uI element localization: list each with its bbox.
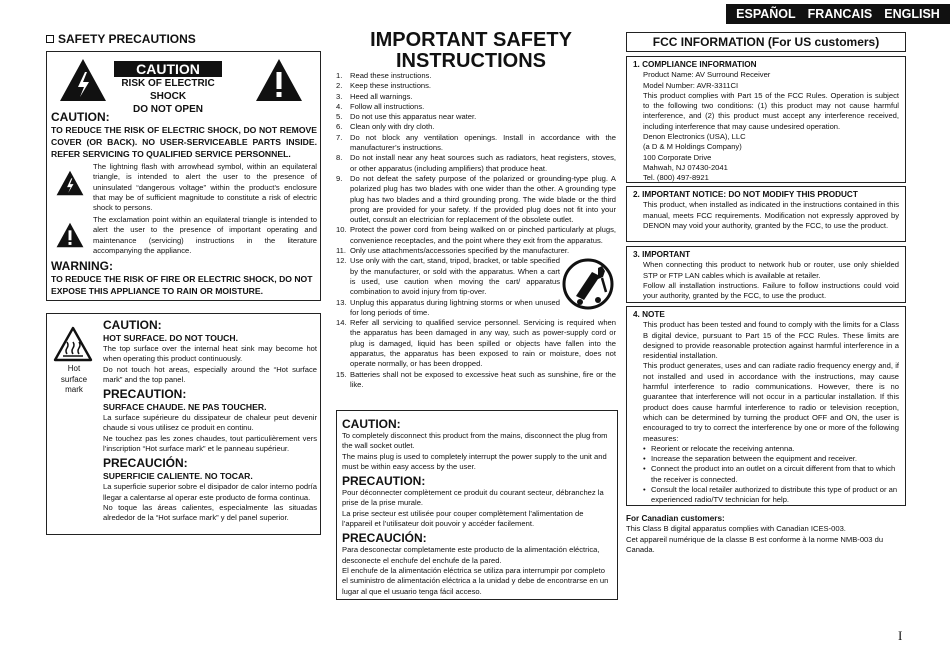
instruction-item xyxy=(336,102,616,112)
hot-surface-icon xyxy=(53,326,93,362)
instruction-number: 4. xyxy=(336,101,343,111)
instruction-number: 8. xyxy=(336,153,343,163)
instructions-list xyxy=(336,71,616,390)
fcc-bullet: • Connect the product into an outlet on a circuit different from that to which the receiver is connected. xyxy=(643,464,896,484)
language-bar xyxy=(726,4,950,24)
instruction-text: Use only with the cart, stand, tripod, bracket, or table specified by the manufacturer, or sold with the apparatus. When a cart is used, use caution when moving the cart/ apparatus combination to avoid injury from tip-over. xyxy=(350,256,560,297)
instruction-number: 10. xyxy=(336,225,347,235)
warning-heading: WARNING: xyxy=(51,259,113,273)
fcc-address-line: 100 Corporate Drive xyxy=(643,152,712,162)
cart-tip-over-icon xyxy=(562,258,614,310)
instruction-item xyxy=(336,133,616,154)
instruction-text: Keep these instructions. xyxy=(350,81,432,91)
instruction-item xyxy=(336,246,616,256)
fcc-s3-p1: When connecting this product to network hub or router, use only shielded STP or FTP LAN cables which is available at retailer. xyxy=(643,260,899,280)
fcc-bullet: • Consult the local retailer authorized to distribute this type of product or an experienced radio/TV technician for help. xyxy=(643,485,898,505)
important-safety-title: IMPORTANT SAFETY INSTRUCTIONS xyxy=(370,29,572,72)
exclamation-warning-icon xyxy=(255,58,303,102)
fcc-address-line: Mahwah, NJ 07430-2041 xyxy=(643,162,728,172)
lightning-warning-icon xyxy=(59,58,107,102)
fcc-s3-p2: Follow all installation instructions. Failure to follow instructions could void your authority, granted by the FCC, to use the product. xyxy=(643,280,899,301)
fcc-s4-heading: 4. NOTE xyxy=(633,310,665,319)
instruction-number: 3. xyxy=(336,91,343,101)
hot-surface-text xyxy=(103,318,317,524)
lightning-description: The lightning flash with arrowhead symbol, within an equilateral triangle, is intended to alert the user to the presence of uninsulated “dangerous voltage” within the product’s enclosure that may be of sufficient magnitude to constitute a risk of electric shock to persons. xyxy=(93,162,317,213)
instruction-item xyxy=(336,92,616,102)
hot-en-p2: Do not touch hot areas, especially around the “Hot surface mark” and the top panel. xyxy=(103,364,317,384)
instruction-text: Do not defeat the safety purpose of the polarized or grounding-type plug. A polarized plug has two blades with one wider than the other. A grounding type plug has two blades and a third grounding prong. The wide blade or the third prong are provided for your safety. If the provided plug does not fit into your outlet, consult an electrician for replacement of the obsolete outlet. xyxy=(350,173,616,225)
exclamation-warning-small-icon xyxy=(56,222,84,248)
fcc-bullet: • Increase the separation between the equipment and receiver. xyxy=(643,454,858,464)
fcc-information-title: FCC INFORMATION (For US customers) xyxy=(626,32,906,52)
warning-section xyxy=(51,259,317,297)
instruction-text: Do not install near any heat sources such as radiators, heat registers, stoves, or other apparatus (including amplifiers) that produce heat. xyxy=(350,153,616,173)
hot-fr-subheading: SURFACE CHAUDE. NE PAS TOUCHER. xyxy=(103,402,267,413)
disconnect-es-p2: El enchufe de la alimentación eléctrica se utiliza para interrumpir por completo el suministro de alimentación eléctrica a la unidad y debe de encontrarse en un lugar al que el usuario tenga fácil acceso. xyxy=(342,565,609,596)
lang-espanol: ESPAÑOL xyxy=(736,7,796,21)
fcc-s2-heading: 2. IMPORTANT NOTICE: DO NOT MODIFY THIS PRODUCT xyxy=(633,190,858,199)
instruction-text: Read these instructions. xyxy=(350,71,432,80)
fcc-important-box xyxy=(626,246,906,303)
safety-precautions-title: SAFETY PRECAUTIONS xyxy=(46,32,196,46)
instruction-number: 15. xyxy=(336,369,347,379)
hot-es-heading: PRECAUCIÓN: xyxy=(103,456,188,471)
instruction-text: Do not use this apparatus near water. xyxy=(350,112,477,122)
instruction-number: 14. xyxy=(336,318,347,328)
disconnect-en-p2: The mains plug is used to completely interrupt the power supply to the unit and must be within easy access by the user. xyxy=(342,451,607,471)
instruction-number: 7. xyxy=(336,132,343,142)
instruction-number: 2. xyxy=(336,81,343,91)
fcc-note-box xyxy=(626,306,906,506)
hot-fr-p2: Ne touchez pas les zones chaudes, tout particulièrement vers l’inscription “Hot surface mark” et le panneau supérieur. xyxy=(103,433,317,454)
hot-es-p2: No toque las áreas calientes, especialmente las situadas alrededor de la “Hot surface mark” y del panel superior. xyxy=(103,502,317,523)
fcc-s2-paragraph: This product, when installed as indicated in the instructions contained in this manual, meets FCC requirements. Modification not expressly approved by DENON may void your authority, granted by the FCC, to use the product. xyxy=(643,200,899,230)
hot-fr-heading: PRECAUTION: xyxy=(103,387,187,402)
instruction-number: 9. xyxy=(336,173,343,183)
disconnect-fr-p2: La prise secteur est utilisée pour couper complètement l’alimentation de l’appareil et l’utilisateur doit pouvoir y accéder facilement. xyxy=(342,508,584,529)
instruction-item xyxy=(336,370,616,391)
disconnect-es-heading: PRECAUCIÓN: xyxy=(342,531,427,546)
caution-heading: CAUTION: xyxy=(51,110,110,124)
electric-shock-box xyxy=(46,51,321,301)
instruction-text: Unplug this apparatus during lightning storms or when unused for long periods of time. xyxy=(350,297,560,317)
warning-text: TO REDUCE THE RISK OF FIRE OR ELECTRIC SHOCK, DO NOT EXPOSE THIS APPLIANCE TO RAIN OR MOISTURE. xyxy=(51,274,313,296)
lang-francais: FRANCAIS xyxy=(807,7,873,21)
fcc-s4-p2: This product generates, uses and can radiate radio frequency energy and, if not installed and used in accordance with the instructions, may cause harmful interference to radio communications. However, there is no guarantee that interference will not occur in a particular installation. If this product does cause harmful interference to radio or television reception, which can be determined by turning the product OFF and ON, the user is encouraged to try to correct the interference by one or more of the following measures: xyxy=(643,361,899,443)
fcc-s1-paragraph: This product complies with Part 15 of the FCC Rules. Operation is subject to the following two conditions: (1) this product may not cause harmful interference, and (2) this product must accept any interference received, including interference that may cause undesired operation. xyxy=(643,90,899,131)
fcc-s3-heading: 3. IMPORTANT xyxy=(633,250,691,259)
lightning-warning-small-icon xyxy=(56,170,84,196)
instruction-number: 13. xyxy=(336,297,347,307)
fcc-s1-heading: 1. COMPLIANCE INFORMATION xyxy=(633,60,757,69)
fcc-model-number: Model Number: AVR-3311CI xyxy=(643,80,739,90)
checkbox-square-icon xyxy=(46,35,54,43)
disconnect-fr-heading: PRECAUTION: xyxy=(342,474,426,489)
canada-p2: Cet appareil numérique de la classe B est conforme à la norme NMB-003 du Canada. xyxy=(626,534,884,554)
disconnect-en-heading: CAUTION: xyxy=(342,417,401,431)
instruction-text: Protect the power cord from being walked on or pinched particularly at plugs, convenience receptacles, and the point where they exit from the apparatus. xyxy=(350,225,616,245)
exclamation-description: The exclamation point within an equilateral triangle is intended to alert the user to the presence of important operating and maintenance (servicing) instructions in the literature accompanying the appliance. xyxy=(93,215,317,255)
page-number: I xyxy=(898,628,903,643)
fcc-address-line: Tel. (800) 497-8921 xyxy=(643,173,709,183)
fcc-notice-box xyxy=(626,186,906,242)
fcc-address-line: (a D & M Holdings Company) xyxy=(643,142,742,152)
hot-fr-p1: La surface supérieure du dissipateur de chaleur peut devenir chaude si vous utilisez ce produit en continu. xyxy=(103,413,317,433)
instruction-text: Batteries shall not be exposed to excessive heat such as sunshine, fire or the like. xyxy=(350,369,616,389)
lang-english: ENGLISH xyxy=(884,7,940,21)
instruction-item xyxy=(336,318,616,369)
hot-surface-box xyxy=(46,313,321,535)
hot-es-p1: La superficie superior sobre el disipador de calor interno podría llegar a calentarse al operar este producto de forma continua. xyxy=(103,482,317,502)
instruction-item xyxy=(336,225,616,246)
hot-en-subheading: HOT SURFACE. DO NOT TOUCH. xyxy=(103,333,238,343)
caution-text: TO REDUCE THE RISK OF ELECTRIC SHOCK, DO NOT REMOVE COVER (OR BACK). NO USER-SERVICEABLE PARTS INSIDE. REFER SERVICING TO QUALIFIED SERVICE PERSONNEL. xyxy=(51,125,317,159)
caution-label: CAUTION xyxy=(114,61,222,77)
instruction-number: 5. xyxy=(336,112,343,122)
fcc-product-name: Product Name: AV Surround Receiver xyxy=(643,70,771,80)
disconnect-caution-box xyxy=(336,410,618,600)
caution-section xyxy=(51,110,317,160)
instruction-text: Clean only with dry cloth. xyxy=(350,122,435,132)
instruction-text: Follow all instructions. xyxy=(350,101,425,111)
instruction-number: 6. xyxy=(336,122,343,132)
hot-es-subheading: SUPERFICIE CALIENTE. NO TOCAR. xyxy=(103,471,253,482)
hot-en-heading: CAUTION: xyxy=(103,318,162,332)
instruction-text: Do not block any ventilation openings. Install in accordance with the manufacturer’s instructions. xyxy=(350,132,616,153)
fcc-bullet: • Reorient or relocate the receiving antenna. xyxy=(643,443,795,453)
canada-heading: For Canadian customers: xyxy=(626,514,725,523)
hot-surface-mark-label: Hot surface mark xyxy=(60,364,88,394)
fcc-compliance-box xyxy=(626,56,906,183)
risk-label: RISK OF ELECTRIC SHOCK DO NOT OPEN xyxy=(121,78,215,115)
instruction-number: 11. xyxy=(336,246,346,256)
disconnect-fr-p1: Pour déconnecter complètement ce produit du courant secteur, débranchez la prise de la prise murale. xyxy=(342,488,604,508)
disconnect-en-p1: To completely disconnect this product from the mains, disconnect the plug from the wall socket outlet. xyxy=(342,431,608,451)
hot-en-p1: The top surface over the internal heat sink may become hot when operating this product continuously. xyxy=(103,344,317,364)
instruction-item xyxy=(336,174,616,225)
instruction-text: Refer all servicing to qualified service personnel. Servicing is required when the apparatus has been damaged in any way, such as power-supply cord or plug is damaged, liquid has been spilled or objects have fallen into the apparatus, the apparatus has been exposed to rain or moisture, does not operate normally, or has been dropped. xyxy=(350,318,616,369)
disconnect-es-p1: Para desconectar completamente este producto de la alimentación eléctrica, desconecte el enchufe del enchufe de la pared. xyxy=(342,545,600,565)
instruction-item xyxy=(336,122,616,132)
canadian-customers-section xyxy=(626,514,911,555)
fcc-address-line: Denon Electronics (USA), LLC xyxy=(643,132,746,142)
canada-p1: This Class B digital apparatus complies with Canadian ICES-003. xyxy=(626,524,846,534)
instruction-number: 12. xyxy=(336,256,347,266)
instruction-item xyxy=(336,153,616,174)
instruction-number: 1. xyxy=(336,71,343,80)
instruction-text: Heed all warnings. xyxy=(350,91,413,101)
instruction-item xyxy=(336,81,616,91)
instruction-text: Only use attachments/accessories specified by the manufacturer. xyxy=(350,246,570,256)
fcc-s4-p1: This product has been tested and found to comply with the limits for a Class B digital device, pursuant to Part 15 of the FCC Rules. These limits are designed to provide reasonable protection against harmful interference in a residential installation. xyxy=(643,320,899,361)
instruction-item xyxy=(336,71,616,81)
instruction-item xyxy=(336,112,616,122)
